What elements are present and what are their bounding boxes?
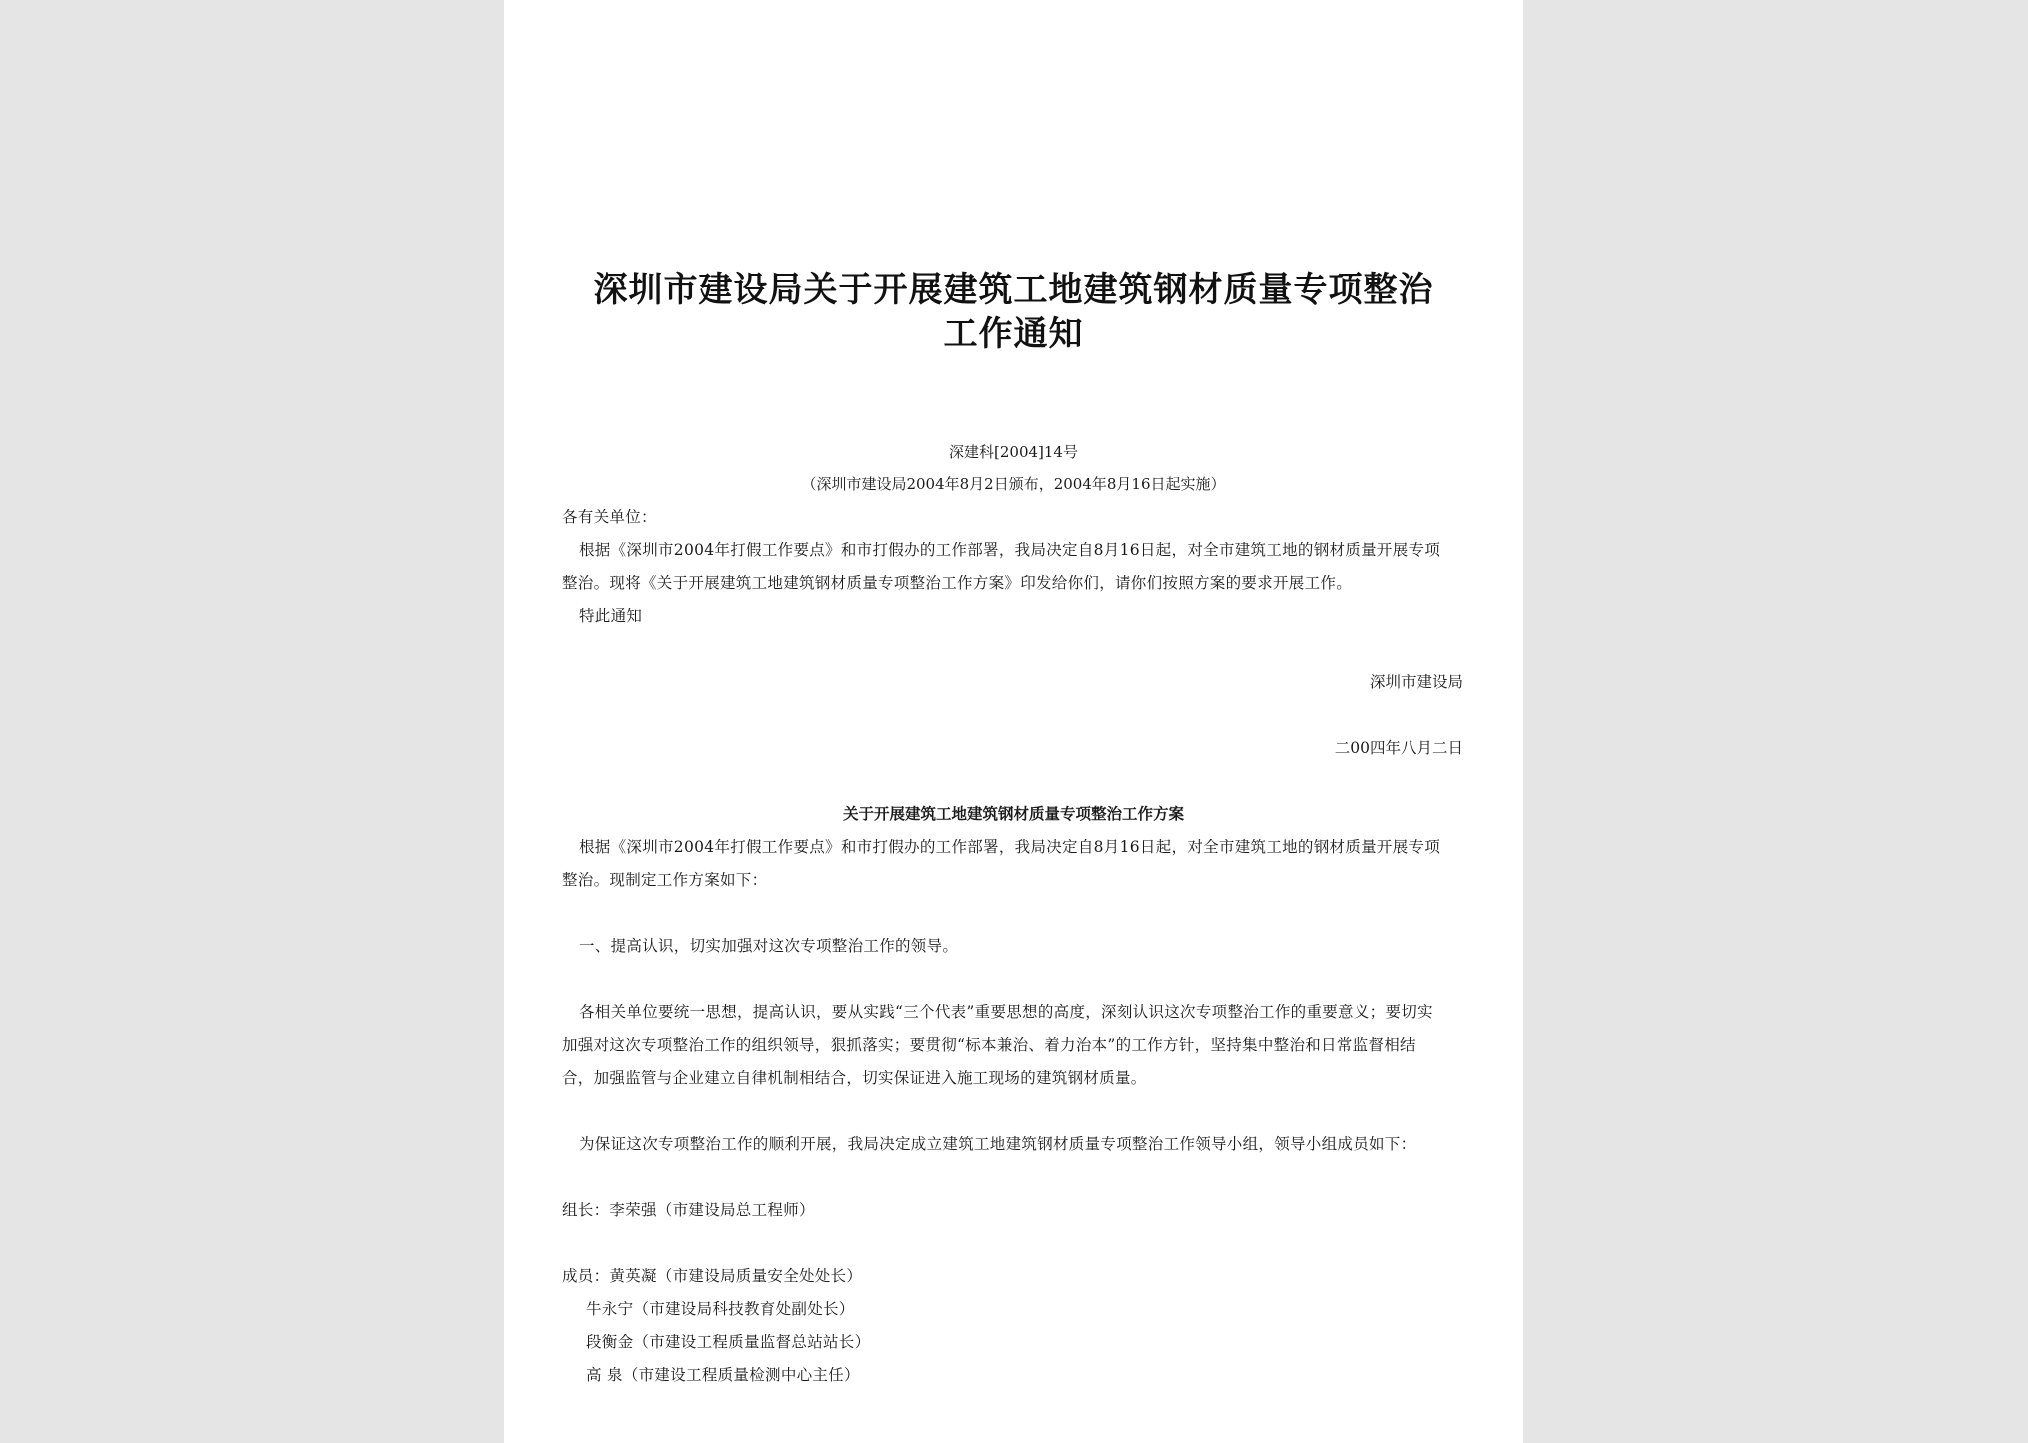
paragraph-line: 加强对这次专项整治工作的组织领导，狠抓落实；要贯彻“标本兼治、着力治本”的工作方针，坚持集中整治和日常监督相结 xyxy=(562,1036,1416,1054)
document-number: 深建科[2004]14号 xyxy=(949,443,1078,461)
document-page xyxy=(504,0,1523,1443)
salutation: 各有关单位： xyxy=(562,508,657,526)
issue-date: 二00四年八月二日 xyxy=(1334,739,1463,757)
plan-title: 关于开展建筑工地建筑钢材质量专项整治工作方案 xyxy=(842,805,1184,823)
paragraph-line: 整治。现制定工作方案如下： xyxy=(562,871,768,889)
group-member: 成员：黄英凝（市建设局质量安全处处长） xyxy=(562,1267,863,1285)
issue-note: （深圳市建设局2004年8月2日颁布，2004年8月16日起实施） xyxy=(801,475,1226,493)
paragraph-line: 根据《深圳市2004年打假工作要点》和市打假办的工作部署，我局决定自8月16日起，对全市建筑工地的钢材质量开展专项 xyxy=(579,838,1441,856)
paragraph-line: 为保证这次专项整治工作的顺利开展，我局决定成立建筑工地建筑钢材质量专项整治工作领导小组，领导小组成员如下： xyxy=(579,1135,1417,1153)
document-title-line2: 工作通知 xyxy=(943,314,1084,354)
group-member: 段衡金（市建设工程质量监督总站站长） xyxy=(586,1333,871,1351)
group-member: 牛永宁（市建设局科技教育处副处长） xyxy=(586,1300,855,1318)
document-title-line1: 深圳市建设局关于开展建筑工地建筑钢材质量专项整治 xyxy=(593,270,1434,310)
section-heading: 一、提高认识，切实加强对这次专项整治工作的领导。 xyxy=(579,937,959,955)
closing-text: 特此通知 xyxy=(579,607,643,625)
group-leader: 组长：李荣强（市建设局总工程师） xyxy=(562,1201,815,1219)
paragraph-line: 各相关单位要统一思想，提高认识，要从实践“三个代表”重要思想的高度，深刻认识这次专项整治工作的重要意义；要切实 xyxy=(579,1003,1433,1021)
issuer-signature: 深圳市建设局 xyxy=(1369,673,1463,691)
group-member: 高 泉（市建设工程质量检测中心主任） xyxy=(586,1366,860,1384)
paragraph-line: 整治。现将《关于开展建筑工地建筑钢材质量专项整治工作方案》印发给你们，请你们按照方案的要求开展工作。 xyxy=(562,574,1353,592)
paragraph-line: 合，加强监管与企业建立自律机制相结合，切实保证进入施工现场的建筑钢材质量。 xyxy=(562,1069,1147,1087)
paragraph-line: 根据《深圳市2004年打假工作要点》和市打假办的工作部署，我局决定自8月16日起，对全市建筑工地的钢材质量开展专项 xyxy=(579,541,1441,559)
